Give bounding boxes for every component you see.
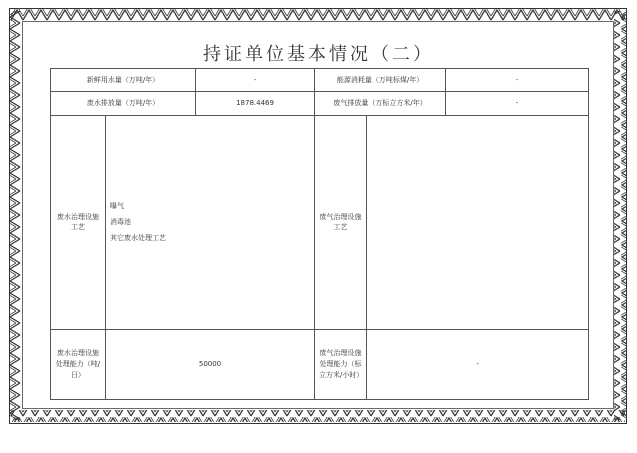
page-title: 持证单位基本情况（二） [203,44,434,65]
energy-use-value: - [446,69,589,92]
table-row [51,330,589,400]
wastewater-label: 废水排放量（万吨/年） [51,92,196,115]
wg-capacity-label: 废气治理设施处理能力（标立方米/小时） [315,330,367,400]
info-table [50,68,589,400]
wg-capacity-value: - [367,330,589,400]
ww-process-item: 曝气 [110,202,124,211]
ww-process-item: 消毒池 [110,218,131,227]
ww-capacity-value: 50000 [106,330,315,400]
waste-gas-value: - [446,92,589,115]
waste-gas-label: 废气排放量（万标立方米/年） [315,92,446,115]
table-row [51,69,589,92]
ww-process-label: 废水治理设施工艺 [51,115,106,330]
wg-process-value [367,115,589,330]
energy-use-label: 能源消耗量（万吨标煤/年） [315,69,446,92]
water-use-value: - [196,69,315,92]
table-row [51,115,589,330]
table-row [51,92,589,115]
ww-capacity-label: 废水治理设施处理能力（吨/日） [51,330,106,400]
wastewater-value: 1878.4469 [196,92,315,115]
water-use-label: 新鲜用水量（万吨/年） [51,69,196,92]
wg-process-label: 废气治理设施工艺 [315,115,367,330]
ww-process-list [106,115,315,330]
ww-process-item: 其它废水处理工艺 [110,234,166,243]
